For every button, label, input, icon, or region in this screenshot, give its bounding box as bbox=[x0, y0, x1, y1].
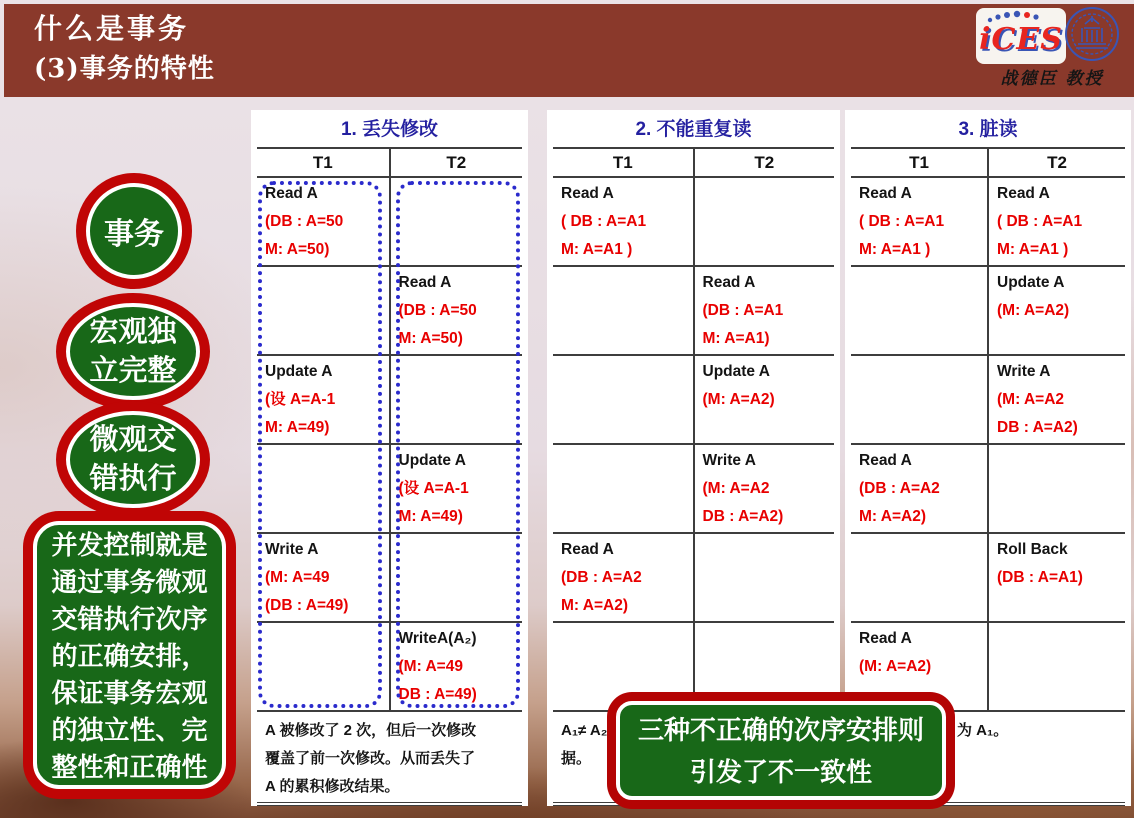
table-cell bbox=[553, 178, 695, 265]
table-title: 1. 丢失修改 bbox=[340, 119, 439, 140]
footer-line: 覆盖了前一次修改。从而丢失了 bbox=[265, 750, 476, 767]
table-cell bbox=[989, 445, 1125, 532]
table-row bbox=[851, 178, 1125, 267]
cell-value-line: (DB : A=A2 bbox=[561, 569, 642, 586]
cell-value-line: M: A=A2) bbox=[859, 508, 927, 525]
cell-operation: Read A bbox=[398, 274, 452, 291]
note-line: 通过事务微观 bbox=[51, 566, 208, 597]
table-cell bbox=[989, 267, 1125, 354]
cell-operation: Read A bbox=[561, 185, 614, 202]
cell-operation: Read A bbox=[561, 541, 614, 558]
table-body bbox=[851, 178, 1125, 712]
table-cell bbox=[851, 623, 989, 710]
table-cell bbox=[695, 356, 835, 443]
table-cell bbox=[989, 534, 1125, 621]
cell-value-line: M: A=50) bbox=[265, 241, 330, 258]
cell-operation: Read A bbox=[859, 185, 912, 202]
badge-macro-independent bbox=[66, 303, 200, 400]
cell-value-line: M: A=A1 ) bbox=[561, 241, 633, 258]
table-title: 2. 不能重复读 bbox=[635, 119, 752, 140]
note-line: 交错执行次序 bbox=[51, 603, 208, 634]
university-emblem-icon bbox=[1052, 4, 1128, 66]
cell-operation: Write A bbox=[702, 452, 756, 469]
cell-operation: Read A bbox=[859, 452, 912, 469]
note-line: 整性和正确性 bbox=[51, 751, 208, 782]
table-header-row bbox=[553, 147, 834, 178]
table-cell bbox=[989, 623, 1125, 710]
table-cell bbox=[553, 267, 695, 354]
table-row bbox=[553, 445, 834, 534]
table-row bbox=[553, 534, 834, 623]
table-cell bbox=[695, 267, 835, 354]
cell-value-line: (DB : A=A1) bbox=[997, 569, 1083, 586]
cell-operation: Read A bbox=[997, 185, 1050, 202]
cell-value-line: (M: A=A2) bbox=[997, 302, 1070, 319]
cell-value-line: ( DB : A=A1 bbox=[561, 213, 647, 230]
cell-operation: Update A bbox=[398, 452, 466, 469]
table-cell bbox=[695, 534, 835, 621]
table-row bbox=[553, 623, 834, 712]
note-line: 保证事务宏观 bbox=[51, 677, 208, 708]
badge-line: 微观交 bbox=[89, 423, 177, 456]
callout-line: 三种不正确的次序安排则 bbox=[637, 714, 924, 745]
table-row bbox=[851, 534, 1125, 623]
ices-wordmark: iCES bbox=[979, 22, 1063, 57]
badge-line: 错执行 bbox=[89, 462, 177, 495]
cell-value-line: (M: A=A2 bbox=[702, 480, 770, 497]
column-header: T2 bbox=[754, 153, 775, 172]
cell-value-line: (M: A=A2) bbox=[702, 391, 775, 408]
inconsistency-callout bbox=[616, 701, 946, 800]
cell-value-line: DB : A=A2) bbox=[702, 508, 784, 525]
badge-line: 宏观独 bbox=[89, 315, 177, 348]
table-row bbox=[851, 623, 1125, 712]
cell-value-line: M: A=A2) bbox=[561, 597, 629, 614]
ices-dots-icon bbox=[984, 10, 1054, 24]
table-header-row bbox=[851, 147, 1125, 178]
table-cell bbox=[851, 178, 989, 265]
cell-value-line: (DB : A=A2 bbox=[859, 480, 940, 497]
note-line: 的正确安排， bbox=[51, 640, 208, 671]
badge-transaction bbox=[86, 183, 182, 279]
footer-line: A 的累积修改结果。 bbox=[265, 778, 400, 795]
table-cell bbox=[695, 178, 835, 265]
callout-line: 引发了不一致性 bbox=[689, 756, 872, 787]
table-cell bbox=[851, 267, 989, 354]
table-cell bbox=[553, 445, 695, 532]
cell-operation: Update A bbox=[702, 363, 770, 380]
cell-value-line: M: A=A1) bbox=[702, 330, 770, 347]
cell-value-line: (M: A=A2 bbox=[997, 391, 1065, 408]
cell-value-line: DB : A=A2) bbox=[997, 419, 1078, 436]
cell-operation: Roll Back bbox=[997, 541, 1068, 558]
cell-value-line: M: A=49) bbox=[398, 508, 463, 525]
cell-operation: Update A bbox=[997, 274, 1065, 291]
cell-value-line: (M: A=A2) bbox=[859, 658, 932, 675]
column-header: T1 bbox=[257, 149, 391, 176]
table-cell bbox=[851, 356, 989, 443]
cell-operation: Read A bbox=[859, 630, 912, 647]
table-cell bbox=[989, 356, 1125, 443]
cell-value-line: (M: A=49 bbox=[265, 569, 330, 586]
cell-value-line: (设 A=A-1 bbox=[398, 480, 469, 497]
table-body bbox=[553, 178, 834, 712]
footer-line: 为 A₁。 bbox=[957, 722, 1009, 739]
table-cell bbox=[989, 178, 1125, 265]
cell-value-line: (DB : A=50 bbox=[265, 213, 344, 230]
column-header: T2 bbox=[446, 153, 467, 172]
table-header-row bbox=[257, 147, 522, 178]
page-title: 什么是事务 bbox=[34, 12, 190, 45]
cell-value-line: M: A=49) bbox=[265, 419, 330, 436]
table-cell bbox=[695, 623, 835, 710]
cell-value-line: (DB : A=50 bbox=[398, 302, 477, 319]
cell-value-line: (设 A=A-1 bbox=[265, 391, 336, 408]
footer-line: A 被修改了 2 次，但后一次修改 bbox=[265, 722, 477, 739]
cell-value-line: M: A=A1 ) bbox=[859, 241, 931, 258]
cell-value-line: (DB : A=A1 bbox=[702, 302, 784, 319]
cell-operation: Read A bbox=[702, 274, 756, 291]
badge-line: 事务 bbox=[104, 218, 164, 251]
column-header: T1 bbox=[553, 149, 695, 176]
table-row bbox=[851, 445, 1125, 534]
table-cell bbox=[695, 445, 835, 532]
table-row bbox=[553, 267, 834, 356]
footer-line: A₁≠ A₂ bbox=[561, 722, 608, 739]
table-cell bbox=[553, 623, 695, 710]
badge-micro-interleaved bbox=[66, 411, 200, 508]
cell-value-line: ( DB : A=A1 bbox=[859, 213, 945, 230]
cell-value-line: DB : A=49) bbox=[398, 686, 477, 703]
footer-line: 据。 bbox=[561, 750, 592, 767]
concurrency-note-box bbox=[33, 521, 226, 789]
cell-value-line: (M: A=49 bbox=[398, 658, 463, 675]
note-line: 的独立性、完 bbox=[51, 714, 208, 745]
cell-operation: Read A bbox=[265, 185, 318, 202]
table-row bbox=[851, 267, 1125, 356]
table-row bbox=[851, 356, 1125, 445]
table-row bbox=[553, 356, 834, 445]
column-header: T2 bbox=[1047, 153, 1067, 172]
column-header: T1 bbox=[851, 149, 989, 176]
highlight-frame-t2 bbox=[396, 181, 520, 708]
table-cell bbox=[553, 534, 695, 621]
cell-value-line: M: A=A1 ) bbox=[997, 241, 1069, 258]
slide-header bbox=[4, 4, 1134, 97]
note-line: 并发控制就是 bbox=[51, 529, 208, 560]
cell-operation: Write A bbox=[997, 363, 1051, 380]
cell-operation: WriteA(A₂) bbox=[398, 630, 477, 647]
professor-name: 战德臣 教授 bbox=[1000, 69, 1104, 89]
cell-value-line: (DB : A=49) bbox=[265, 597, 349, 614]
cell-operation: Write A bbox=[265, 541, 319, 558]
cell-value-line: M: A=50) bbox=[398, 330, 463, 347]
table-row bbox=[553, 178, 834, 267]
page-subtitle: (3)事务的特性 bbox=[34, 54, 215, 84]
table-cell bbox=[851, 445, 989, 532]
table-cell bbox=[851, 534, 989, 621]
highlight-frame-t1 bbox=[258, 181, 382, 708]
badge-line: 立完整 bbox=[89, 354, 177, 387]
table-title: 3. 脏读 bbox=[958, 119, 1018, 140]
cell-operation: Update A bbox=[265, 363, 333, 380]
logo-area bbox=[976, 4, 1128, 97]
cell-value-line: ( DB : A=A1 bbox=[997, 213, 1083, 230]
table-footer bbox=[257, 712, 522, 806]
table-cell bbox=[553, 356, 695, 443]
